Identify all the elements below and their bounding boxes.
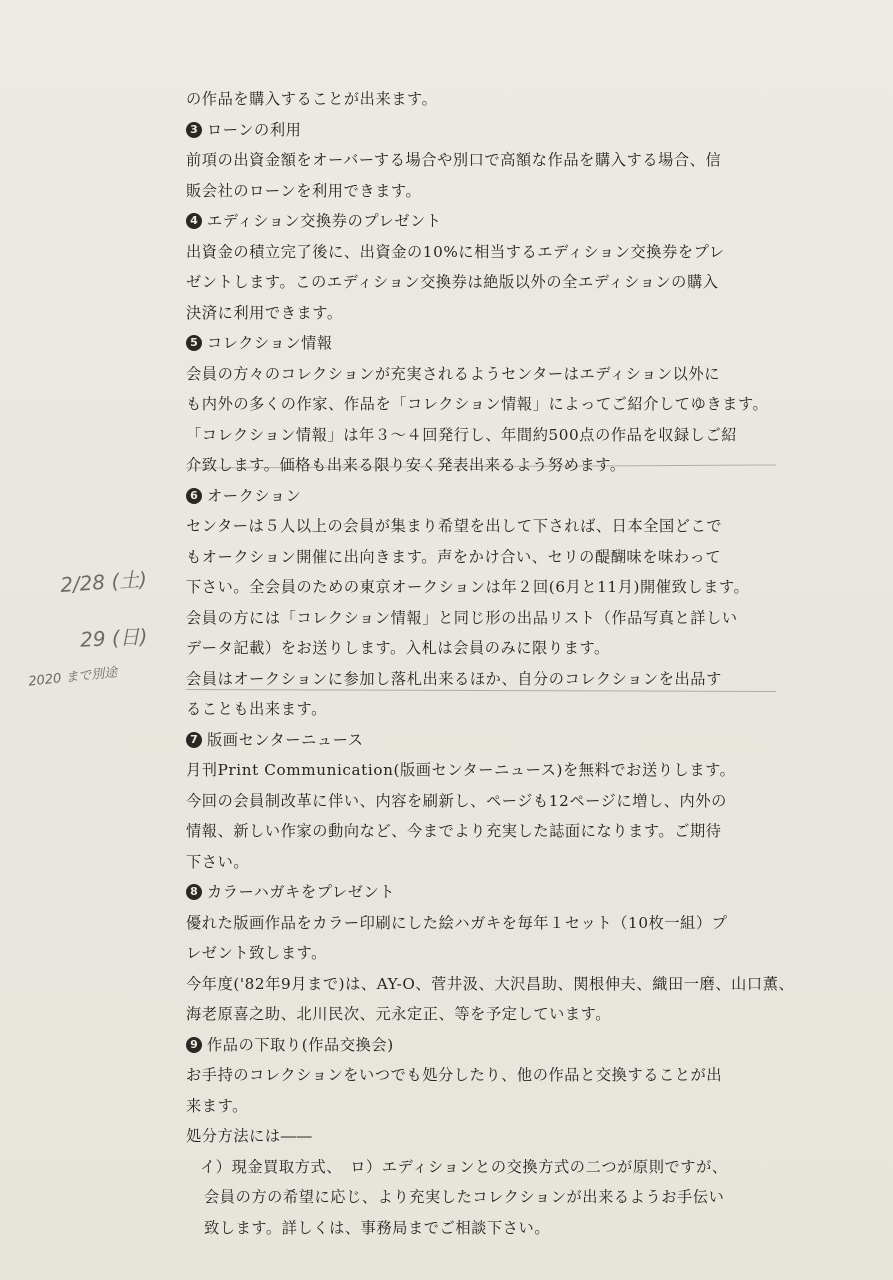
line-text: も内外の多くの作家、作品を「コレクション情報」によってご紹介してゆきます。 <box>186 395 769 413</box>
line-text: 「コレクション情報」は年３～４回発行し、年間約500点の作品を収録しご紹 <box>186 425 738 444</box>
section-heading-text: オークション <box>207 486 302 505</box>
text-line <box>186 572 776 603</box>
line-text: 今年度('82年9月まで)は、AY-O、菅井汲、大沢昌助、関根伸夫、織田一磨、山口薫、 <box>186 974 795 993</box>
line-text: レゼント致します。 <box>186 944 327 962</box>
document-body <box>186 84 795 1243</box>
text-line <box>186 633 776 664</box>
line-text: の作品を購入することが出来ます。 <box>186 90 438 108</box>
section-heading <box>186 1030 776 1061</box>
line-text: ゼントします。このエディション交換券は絶版以外の全エディションの購入 <box>186 273 719 291</box>
text-line <box>186 908 776 939</box>
line-text: 海老原喜之助、北川民次、元永定正、等を予定しています。 <box>186 1005 612 1023</box>
text-line <box>186 969 795 1000</box>
section-number-badge: 7 <box>186 732 202 748</box>
section-number-badge: 3 <box>186 122 202 138</box>
text-line <box>186 755 776 786</box>
text-line <box>186 389 776 420</box>
text-line <box>186 1152 776 1183</box>
text-line <box>186 847 776 878</box>
section-heading <box>186 328 776 359</box>
section-heading-text: エディション交換券のプレゼント <box>207 212 442 230</box>
handwritten-note-margin: 2020 まで別途 <box>27 665 118 690</box>
text-line <box>186 1060 776 1091</box>
text-line <box>186 816 776 847</box>
text-line <box>186 694 776 725</box>
text-line <box>186 938 776 969</box>
line-text: センターは５人以上の会員が集まり希望を出して下されば、日本全国どこで <box>186 517 723 535</box>
section-number-badge: 4 <box>186 213 202 229</box>
line-text: ることも出来ます。 <box>186 700 327 718</box>
line-text: お手持のコレクションをいつでも処分したり、他の作品と交換することが出 <box>186 1066 723 1084</box>
line-text: 会員の方々のコレクションが充実されるようセンターはエディション以外に <box>186 364 721 383</box>
section-number-badge: 6 <box>186 488 202 504</box>
line-text: 介致します。価格も出来る限り安く発表出来るよう努めます。 <box>186 456 626 474</box>
text-line <box>186 1121 776 1152</box>
line-text: 致します。詳しくは、事務局までご相談下さい。 <box>204 1218 551 1237</box>
text-line <box>186 603 776 634</box>
section-heading <box>186 725 776 756</box>
section-number-badge: 5 <box>186 335 202 351</box>
section-heading-text: ローンの利用 <box>207 120 302 139</box>
section-heading <box>186 481 776 512</box>
text-line <box>186 1182 776 1213</box>
text-line <box>186 237 776 268</box>
text-line <box>186 1213 776 1244</box>
text-line <box>186 84 776 115</box>
section-heading <box>186 115 776 146</box>
text-line <box>186 267 776 298</box>
line-text: 下さい。全会員のための東京オークションは年２回(6月と11月)開催致します。 <box>186 578 750 596</box>
line-text: 会員はオークションに参加し落札出来るほか、自分のコレクションを出品す <box>186 669 722 688</box>
line-text: 会員の方には「コレクション情報」と同じ形の出品リスト（作品写真と詳しい <box>186 608 738 627</box>
text-line <box>186 298 776 329</box>
text-line <box>186 359 776 390</box>
line-text: 今回の会員制改革に伴い、内容を刷新し、ページも12ページに増し、内外の <box>186 791 727 810</box>
text-line <box>186 145 776 176</box>
line-text: 処分方法には―― <box>186 1127 313 1145</box>
section-heading-text: 作品の下取り(作品交換会) <box>207 1035 394 1054</box>
section-number-badge: 8 <box>186 884 202 900</box>
line-text: 下さい。 <box>186 852 250 871</box>
text-line <box>186 999 776 1030</box>
text-line <box>186 450 776 481</box>
line-text: 出資金の積立完了後に、出資金の10%に相当するエディション交換券をプレ <box>186 242 725 261</box>
section-number-badge: 9 <box>186 1037 202 1053</box>
text-line <box>186 664 776 695</box>
line-text: イ）現金買取方式、 ロ）エディションとの交換方式の二つが原則ですが、 <box>200 1157 728 1176</box>
text-line <box>186 542 776 573</box>
line-text: 優れた版画作品をカラー印刷にした絵ハガキを毎年１セット（10枚一組）プ <box>186 913 728 932</box>
line-text: 来ます。 <box>186 1096 248 1115</box>
line-text: 前項の出資金額をオーバーする場合や別口で高額な作品を購入する場合、信 <box>186 151 722 169</box>
section-heading-text: カラーハガキをプレゼント <box>207 883 396 901</box>
section-heading-text: 版画センターニュース <box>207 730 364 749</box>
handwritten-note-date2: 29 (日) <box>79 624 149 652</box>
section-heading-text: コレクション情報 <box>207 334 333 352</box>
line-text: 販会社のローンを利用できます。 <box>186 181 422 200</box>
section-heading <box>186 206 776 237</box>
line-text: もオークション開催に出向きます。声をかけ合い、セリの醍醐味を味わって <box>186 547 722 566</box>
text-line <box>186 1091 776 1122</box>
text-line <box>186 420 776 451</box>
section-heading <box>186 877 776 908</box>
text-line <box>186 511 776 542</box>
line-text: 月刊Print Communication(版画センターニュース)を無料でお送りします。 <box>186 761 736 779</box>
line-text: 決済に利用できます。 <box>186 303 343 322</box>
line-text: データ記載）をお送りします。入札は会員のみに限ります。 <box>186 639 610 657</box>
line-text: 会員の方の希望に応じ、より充実したコレクションが出来るようお手伝い <box>204 1188 725 1206</box>
text-line <box>186 176 776 207</box>
text-line <box>186 786 776 817</box>
line-text: 情報、新しい作家の動向など、今までより充実した誌面になります。ご期待 <box>186 822 722 840</box>
handwritten-note-date1: 2/28 (土) <box>59 566 148 597</box>
